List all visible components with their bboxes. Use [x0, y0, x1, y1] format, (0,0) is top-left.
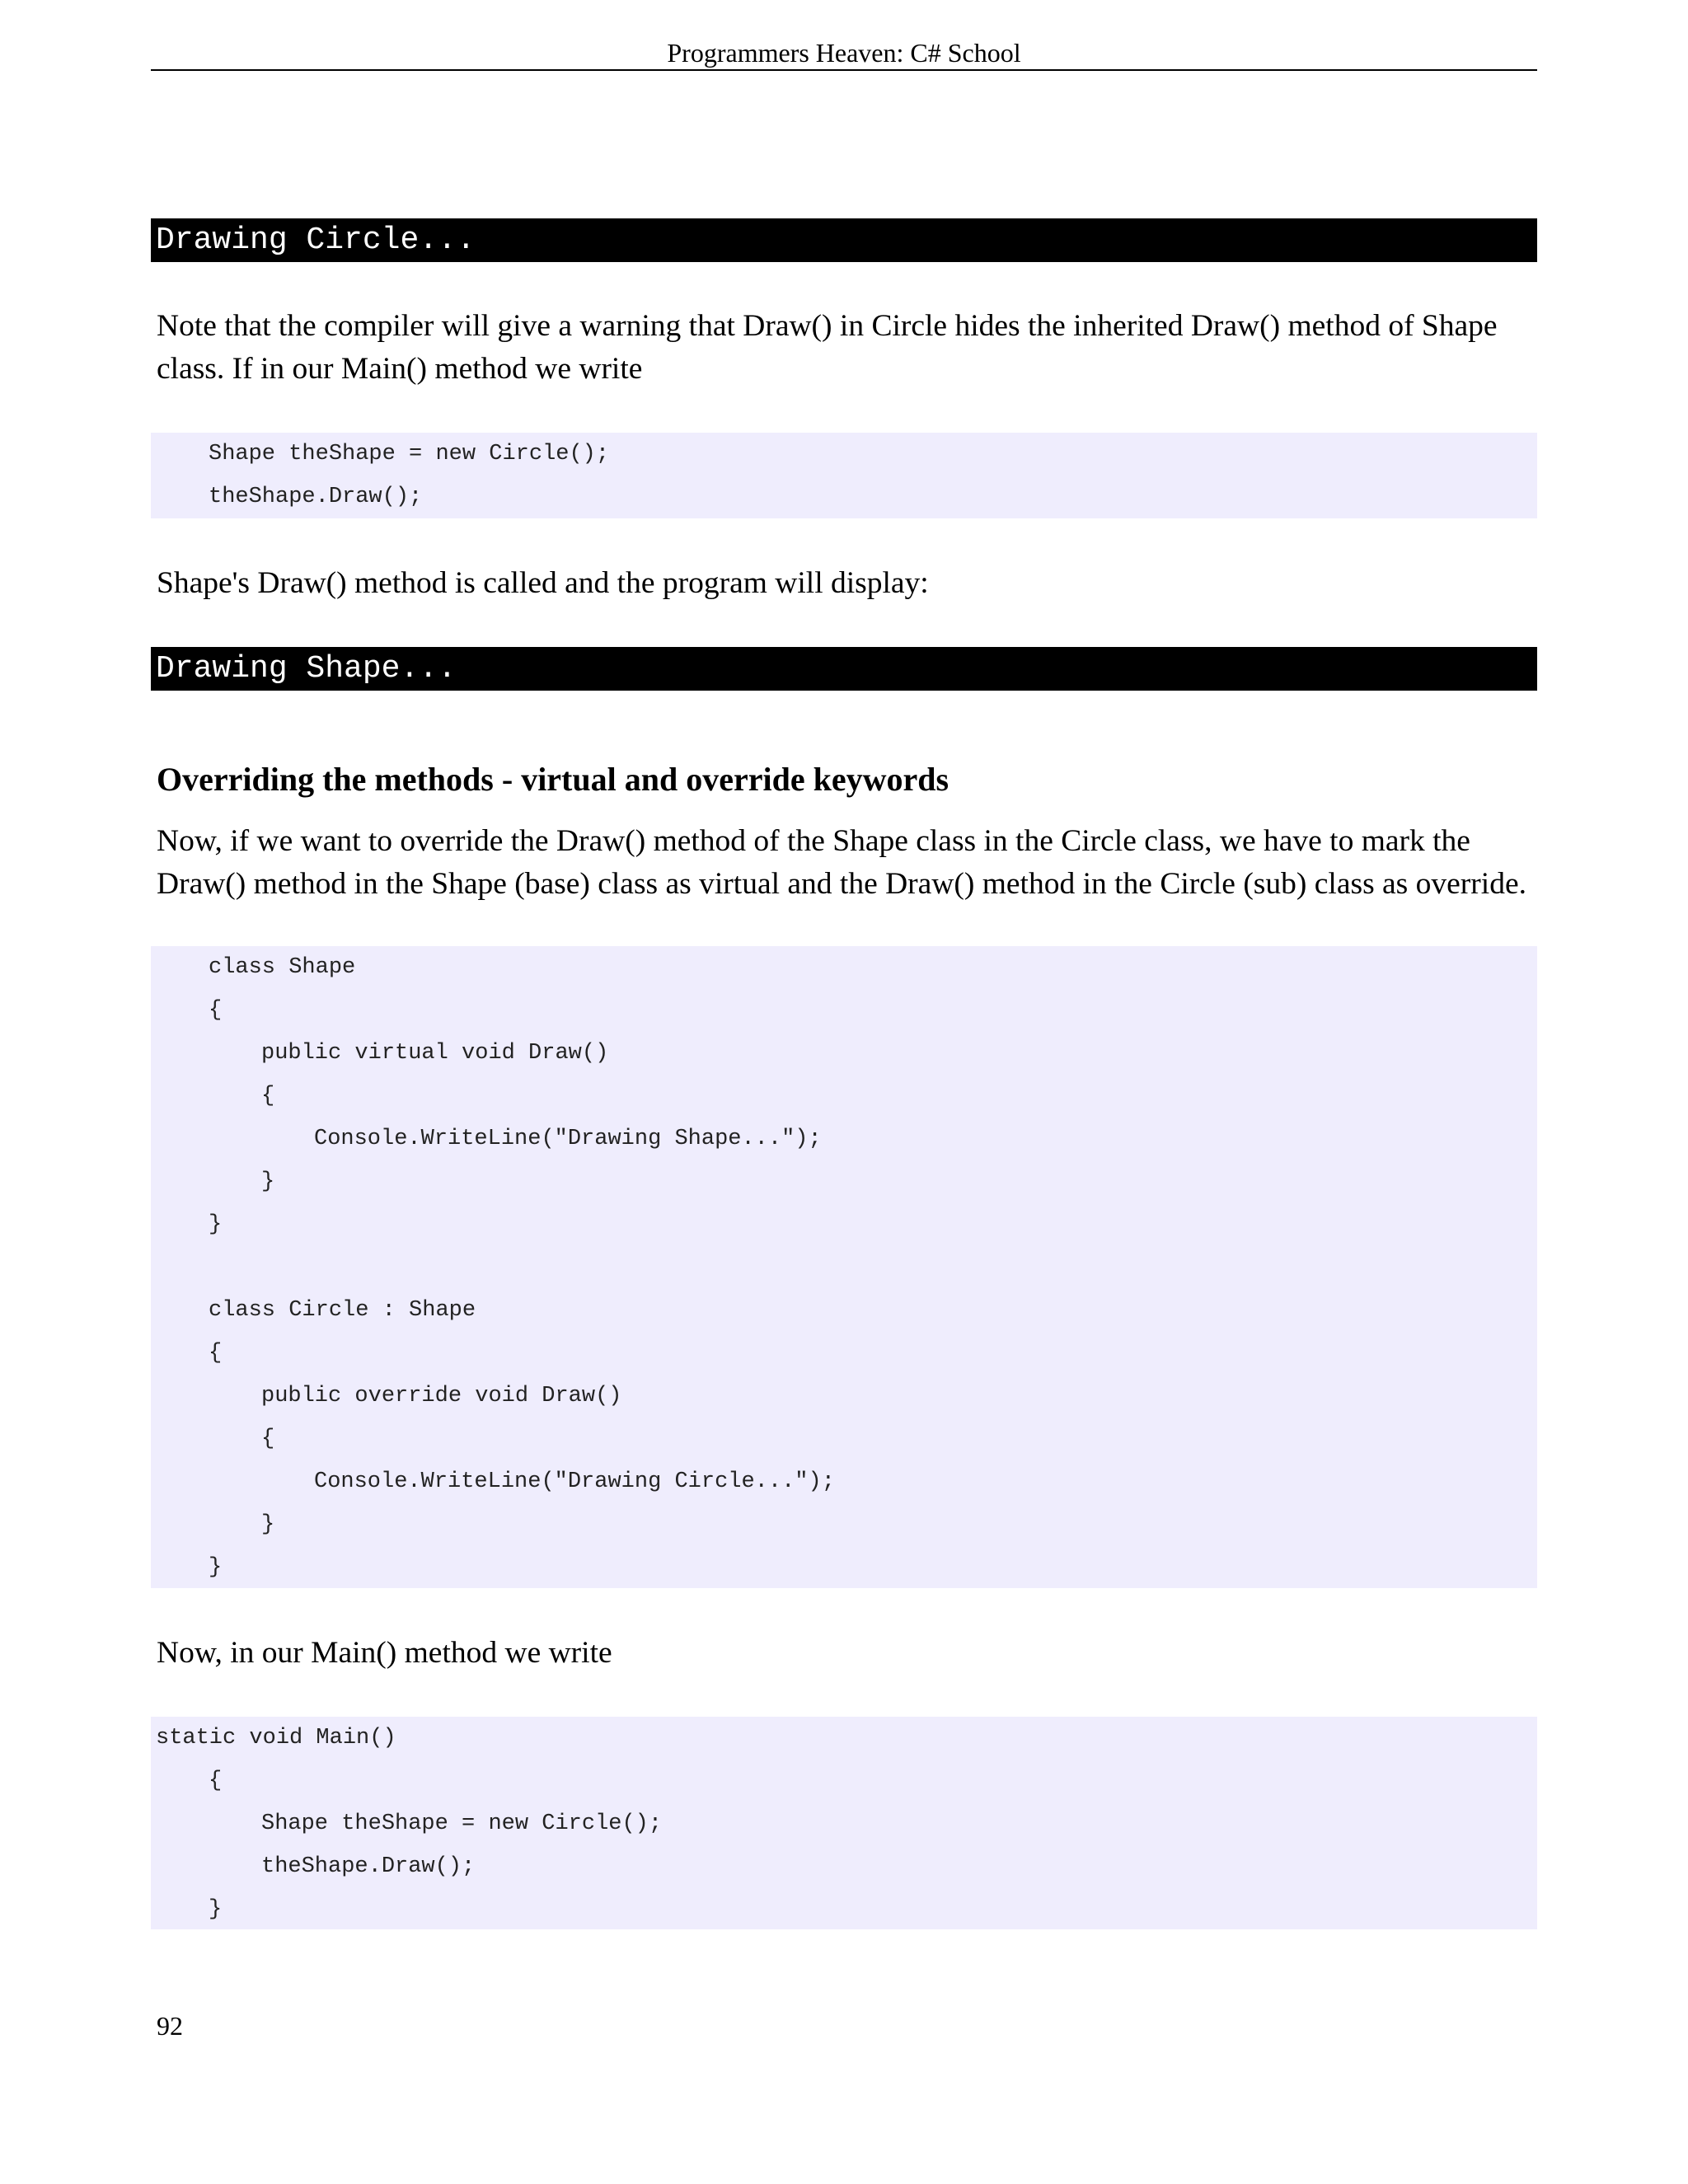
- code-line: Console.WriteLine("Drawing Circle...");: [314, 1469, 835, 1494]
- code-line: }: [261, 1512, 275, 1537]
- paragraph-main-method: Now, in our Main() method we write: [157, 1636, 612, 1670]
- code-line: }: [209, 1897, 223, 1922]
- code-line: }: [209, 1212, 223, 1237]
- console-output-shape: Drawing Shape...: [151, 647, 1537, 691]
- code-line: Console.WriteLine("Drawing Shape...");: [314, 1127, 822, 1151]
- code-line: public virtual void Draw(): [261, 1041, 609, 1066]
- code-block-main: [151, 1717, 1537, 1929]
- code-block-shape-call: [151, 433, 1537, 518]
- code-block-class-definitions: [151, 946, 1537, 1588]
- code-line: class Circle : Shape: [209, 1298, 476, 1323]
- console-output-circle: Drawing Circle...: [151, 218, 1537, 262]
- header-title: Programmers Heaven: C# School: [667, 38, 1021, 68]
- paragraph-shape-called: Shape's Draw() method is called and the program will display:: [157, 566, 929, 600]
- code-line: }: [261, 1169, 275, 1194]
- code-line: static void Main(): [156, 1726, 396, 1750]
- code-line: {: [261, 1427, 275, 1451]
- code-line: theShape.Draw();: [209, 485, 423, 509]
- code-line: theShape.Draw();: [261, 1854, 476, 1879]
- page-header: [151, 36, 1537, 71]
- paragraph-compiler-warning: Note that the compiler will give a warning that Draw() in Circle hides the inherited Draw() method of Shape class. If in our Main() method we write: [157, 309, 1498, 386]
- code-line: class Shape: [209, 955, 356, 980]
- code-line: {: [209, 998, 223, 1023]
- page-number: 92: [157, 2011, 183, 2041]
- code-line: {: [209, 1341, 223, 1366]
- code-line: Shape theShape = new Circle();: [261, 1811, 663, 1836]
- code-line: Shape theShape = new Circle();: [209, 442, 610, 466]
- section-heading: Overriding the methods - virtual and override keywords: [157, 761, 950, 798]
- code-line: {: [209, 1769, 223, 1793]
- code-line: {: [261, 1084, 275, 1108]
- code-line: public override void Draw(): [261, 1384, 622, 1408]
- paragraph-override-explanation: Now, if we want to override the Draw() method of the Shape class in the Circle class, we have to mark the Draw() method in the Shape (base) class as virtual and the Draw() method in the Circle (sub) class as override.: [157, 824, 1526, 901]
- code-line: }: [209, 1555, 223, 1580]
